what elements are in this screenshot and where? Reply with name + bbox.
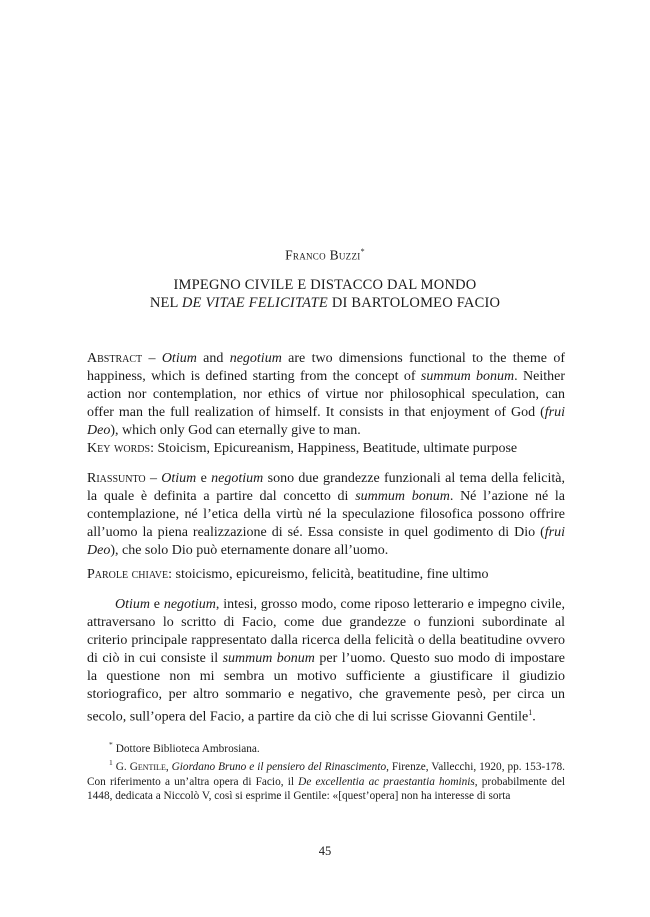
body-t2: e [150, 597, 164, 612]
riassunto-t6: . Né l’azione né la contemplazione, né l’etica della virtù né la speculazione filosofica possono offrire all’uomo la piena realizzazione di sé. Essa consiste in quel godimento di Dio ( [87, 489, 565, 540]
title-line-2-pre: NEL [149, 295, 182, 311]
body-t1: Otium [115, 597, 150, 612]
parole-chiave-paragraph [87, 566, 565, 584]
body-t4: , intesi, grosso modo, come riposo letterario e impegno civile, attraversano lo scritto di Facio, come due grandezze o funzioni subordinate al criterio principale rappresentato dalla ricerca della felicità o della beatitudine ovvero di ciò in cui consiste il [87, 597, 565, 666]
article-title [0, 276, 650, 312]
body-t5: summum bonum [222, 651, 315, 666]
abstract-label: Abstract [87, 351, 143, 366]
riassunto-t1: Otium [161, 471, 197, 486]
title-line-2-italic: DE VITAE FELICITATE [181, 295, 328, 311]
body-footnote-ref: 1 [528, 708, 533, 717]
footnote-1-marker: * [109, 740, 113, 749]
footnote-2-g: , probabilmente del 1448, dedicata a Niccolò V, così si esprime il Gentile: «[quest’opera] non ha interesse di sorta [87, 775, 565, 803]
abstract-t7: frui Deo [87, 405, 565, 438]
riassunto-t8: ), che solo Dio può eternamente donare all’uomo. [110, 543, 389, 558]
footnote-2-author: Gentile [129, 761, 166, 774]
riassunto-t3: negotium [211, 471, 264, 486]
footnote-1-text: Dottore Biblioteca Ambrosiana. [115, 742, 260, 755]
footnote-1 [87, 756, 565, 803]
author-footnote-marker: * [360, 247, 365, 256]
abstract-t3: negotium [229, 351, 282, 366]
body-paragraph [87, 596, 565, 727]
riassunto-t7: frui Deo [87, 525, 565, 558]
author-name [0, 247, 650, 264]
abstract-paragraph [87, 350, 565, 440]
riassunto-dash: – [145, 471, 162, 486]
body-t3: negotium [163, 597, 216, 612]
riassunto-t2: e [196, 471, 212, 486]
footnote-2-marker: 1 [109, 758, 113, 768]
riassunto-label: Riassunto [87, 471, 146, 486]
keywords-label: Key words [87, 441, 151, 456]
footnotes [87, 738, 565, 804]
body-t7: . [532, 709, 536, 725]
footnote-author [87, 738, 565, 756]
body-t6: per l’uomo. Questo suo modo di impostare la questione non mi sembra un motivo sufficiente a giustificare il giudizio storiografico, per altro sommario e negativo, che gravemente pesò, per circa un secolo, sull’opera del Facio, a partire da ciò che di lui scrisse Giovanni Gentile [87, 651, 565, 725]
title-line-2 [0, 294, 650, 312]
footnote-2-e: , Firenze, Vallecchi, 1920, pp. 153-178. Con riferimento a un’altra opera di Facio, il [87, 761, 566, 788]
keywords-text: : Stoicism, Epicureanism, Happiness, Beatitude, ultimate purpose [150, 441, 518, 456]
footnote-2-a: G. [115, 761, 130, 774]
abstract-dash: – [142, 351, 162, 366]
author-name-text: Franco Buzzi [285, 247, 361, 263]
abstract-t4: are two dimensions functional to the theme of happiness, which is defined starting from the concept of [87, 351, 566, 384]
title-line-2-post: DI BARTOLOMEO FACIO [328, 295, 501, 311]
parole-chiave-label: Parole chiave [87, 567, 169, 582]
keywords-paragraph [87, 440, 565, 458]
footnote-2-book-title: Giordano Bruno e il pensiero del Rinascimento [171, 761, 387, 774]
footnote-2-work-title: De excellentia ac praestantia hominis [298, 775, 475, 788]
riassunto-t4: sono due grandezze funzionali al tema della felicità, la quale è definita a partire dal concetto di [87, 471, 565, 504]
title-line-1: IMPEGNO CIVILE E DISTACCO DAL MONDO [173, 277, 477, 293]
riassunto-t5: summum bonum [355, 489, 450, 504]
page-number: 45 [318, 844, 332, 858]
footnote-2-c: , [165, 761, 172, 774]
abstract-t1: Otium [161, 351, 197, 366]
parole-chiave-text: : stoicismo, epicureismo, felicità, beatitudine, fine ultimo [168, 567, 489, 582]
abstract-t2: and [196, 351, 230, 366]
abstract-t5: summum bonum [420, 369, 515, 384]
riassunto-paragraph [87, 470, 565, 560]
abstract-t6: . Neither action nor contemplation, nor ethics of virtue nor philosophical speculation, can offer man the full realization of himself. It consists in that enjoyment of God ( [87, 369, 566, 420]
abstract-t8: ), which only God can eternally give to man. [110, 423, 361, 438]
